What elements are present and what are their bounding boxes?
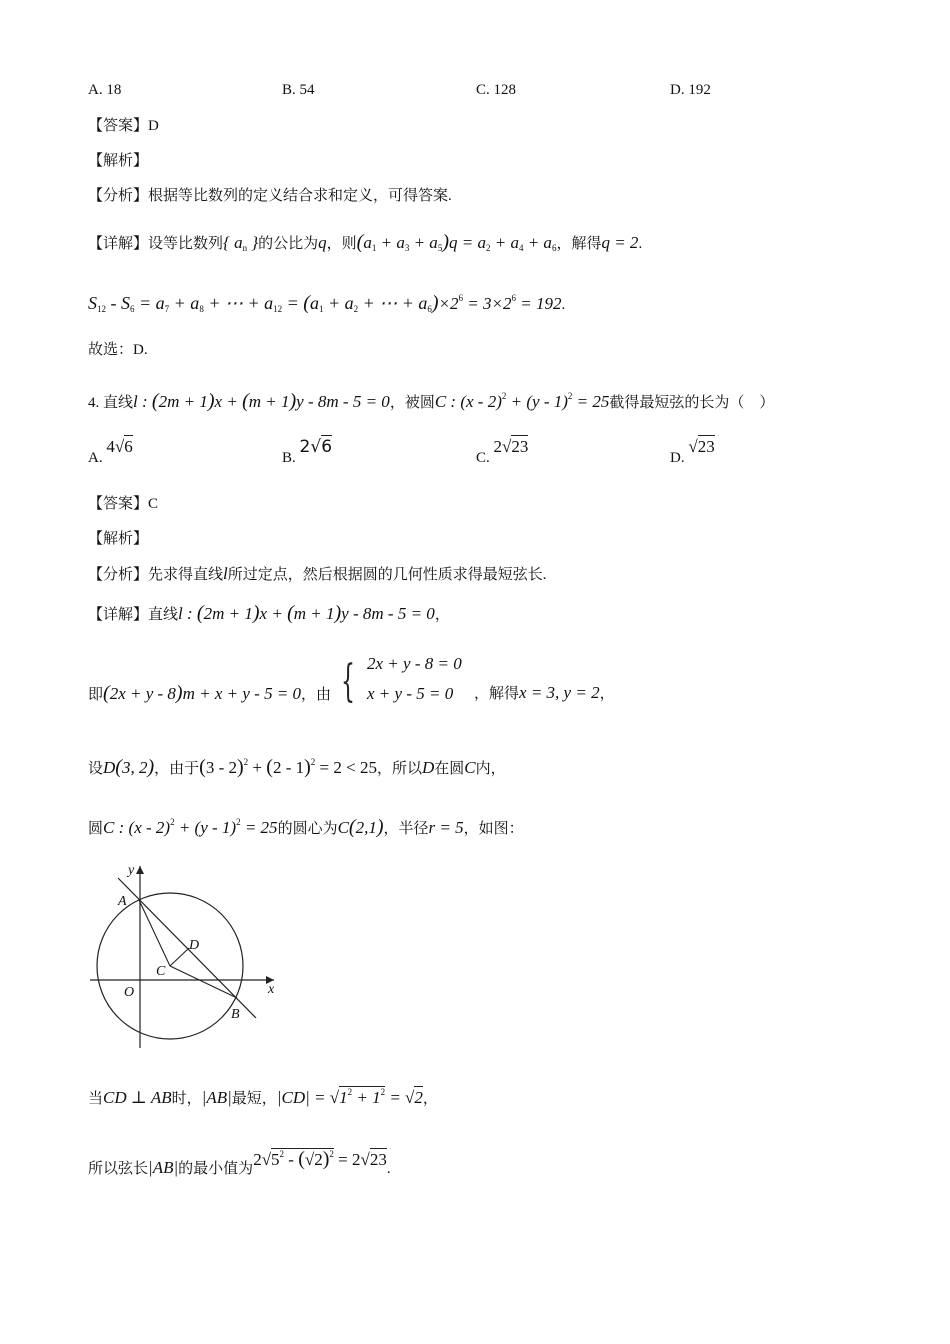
q4-option-c: C. 2√23 <box>476 437 529 466</box>
q3-jiexi-heading: 【解析】 <box>88 153 149 169</box>
circle-equation: C : (x - 2)$^2$ + (y - 1)$^2$ = 25 <box>434 391 610 411</box>
point-d: D(3, 2) <box>103 756 155 778</box>
q4-detail-3-mid2: ，所以 <box>376 761 422 777</box>
q4-analysis <box>88 564 547 585</box>
abs-ab-2: |AB| <box>148 1158 179 1177</box>
q3-detail-mid: 的公比为 <box>258 236 319 252</box>
system-row-1: 2x + y - 8 = 0 <box>367 654 462 673</box>
q3-detail-lead: 【详解】设等比数列 <box>88 236 224 252</box>
label-a: A <box>118 894 127 909</box>
cd-length: $|CD| = √1^2 + 1^2 = √2$ <box>276 1087 423 1107</box>
min-chord-formula: $2√5^2 - (√2)^2 = 2√23$ <box>253 1148 387 1170</box>
label-d: D <box>189 938 200 953</box>
q3-result-lead: ，解得 <box>556 236 602 252</box>
q4-detail-4-lead: 圆 <box>88 821 104 837</box>
q4-detail-2-end: ， <box>599 686 615 702</box>
q4-analysis-lead: 【分析】先求得直线 <box>88 567 224 583</box>
line-equation-2: l : (2m + 1)x + (m + 1)y - 8m - 5 = 0 <box>178 602 435 624</box>
q4-detail-1-end: ， <box>434 607 450 623</box>
q4-analysis-tail: 所过定点，然后根据圆的几何性质求得最短弦长. <box>227 567 547 583</box>
circle-figure <box>84 856 284 1052</box>
q4-detail-5-mid2: 最短， <box>231 1091 277 1107</box>
q3-result: q = 2 <box>601 233 639 252</box>
q4-detail-4 <box>88 812 524 839</box>
circle-equation-2: C : (x - 2)$^2$ + (y - 1)$^2$ = 25 <box>103 817 278 837</box>
solution-values: x = 3, y = 2 <box>519 683 600 702</box>
q4-mid: ，被圆 <box>389 395 435 411</box>
q4-detail-4-mid: 的圆心为 <box>277 821 338 837</box>
q4-detail-6-end: . <box>386 1161 391 1177</box>
q4-detail-4-tail: ，如图： <box>463 821 524 837</box>
q3-option-b: B. 54 <box>282 82 315 98</box>
q3-detail <box>88 232 642 258</box>
q4-lead: 4. 直线 <box>88 395 134 411</box>
q3-option-d: D. 192 <box>670 82 711 98</box>
q4-detail-2-mid: ，由 <box>301 687 332 703</box>
q4-detail-2 <box>88 683 331 705</box>
center-point: C(2,1) <box>337 816 384 838</box>
label-b: B <box>231 1007 240 1022</box>
q3-conclusion: 故选：D. <box>88 342 148 358</box>
label-y: y <box>128 863 135 878</box>
q3-option-a: A. 18 <box>88 82 122 98</box>
segment-ca <box>139 900 170 966</box>
q4-detail-3-tail: 内， <box>475 761 506 777</box>
label-o: O <box>124 985 135 1000</box>
perpendicular-condition: CD ⊥ AB <box>103 1088 172 1107</box>
q4-detail-3-in: 在圆 <box>434 761 465 777</box>
y-axis-arrow <box>136 866 144 874</box>
q3-detail-then: ，则 <box>326 236 357 252</box>
ratio-equation: $(a_1 + a_3 + a_5)q = a_2 + a_4 + a_6$ <box>356 231 557 253</box>
q4-detail-2-lead: 即 <box>88 687 104 703</box>
ratio-symbol: q <box>318 233 327 252</box>
q4-option-b: B. 2√6 <box>282 437 333 466</box>
q4-detail-5-lead: 当 <box>88 1091 104 1107</box>
line-equation: l : (2m + 1)x + (m + 1)y - 8m - 5 = 0 <box>133 390 390 412</box>
q4-detail-5-mid: 时， <box>171 1091 202 1107</box>
q3-analysis: 【分析】根据等比数列的定义结合求和定义，可得答案. <box>88 188 452 204</box>
q4-question <box>88 386 774 413</box>
q4-answer: 【答案】C <box>88 496 159 512</box>
q4-detail-1-lead: 【详解】直线 <box>88 607 179 623</box>
q4-option-d: D. √23 <box>670 437 715 466</box>
rearranged-equation: (2x + y - 8)m + x + y - 5 = 0 <box>103 682 302 704</box>
q3-option-c: C. 128 <box>476 82 517 98</box>
d-symbol: D <box>421 758 435 777</box>
c-symbol: C <box>464 758 476 777</box>
distance-check: (3 - 2)$^2$ + (2 - 1)$^2$ = 2 < 25 <box>199 756 377 778</box>
label-c: C <box>156 964 166 979</box>
segment-cb <box>170 966 237 998</box>
q4-detail-6-lead: 所以弦长 <box>88 1161 149 1177</box>
q4-detail-2-solution <box>474 683 615 704</box>
q3-detail-end: . <box>638 236 643 252</box>
q3-sum-end: . <box>561 297 566 313</box>
q4-tail: 截得最短弦的长为（ ） <box>609 395 775 411</box>
system-row-2: x + y - 5 = 0 <box>367 684 454 703</box>
line-symbol: l <box>223 564 228 583</box>
q4-detail-5-end: ， <box>422 1091 438 1107</box>
system-brace: { <box>341 656 355 707</box>
sequence-symbol: { $a_n$ } <box>223 233 259 253</box>
q4-detail-6-mid: 的最小值为 <box>178 1161 254 1177</box>
radius-lead: ，半径 <box>383 821 429 837</box>
q4-detail-5 <box>88 1082 438 1109</box>
segment-cd <box>170 948 189 966</box>
q4-detail-1 <box>88 603 450 625</box>
radius-value: r = 5 <box>428 818 464 837</box>
q4-detail-3-mid: ，由于 <box>154 761 200 777</box>
q4-jiexi-heading: 【解析】 <box>88 531 149 547</box>
q4-detail-3-lead: 设 <box>88 761 104 777</box>
q3-sum-formula: $S_{12} - S_6 = a_7 + a_8$ + ⋯ + $a_{12} = (a_1 + a_2$ + ⋯ + $a_6)\times 2^6 = 3\times 2^6 = 192$. <box>88 292 566 314</box>
label-x: x <box>268 982 275 997</box>
q4-detail-3 <box>88 752 506 779</box>
abs-ab: |AB| <box>201 1088 232 1107</box>
q3-answer: 【答案】D <box>88 118 159 134</box>
q4-option-a: A. 4√6 <box>88 437 133 466</box>
solve-lead: ，解得 <box>474 686 520 702</box>
q4-detail-6 <box>88 1148 391 1179</box>
